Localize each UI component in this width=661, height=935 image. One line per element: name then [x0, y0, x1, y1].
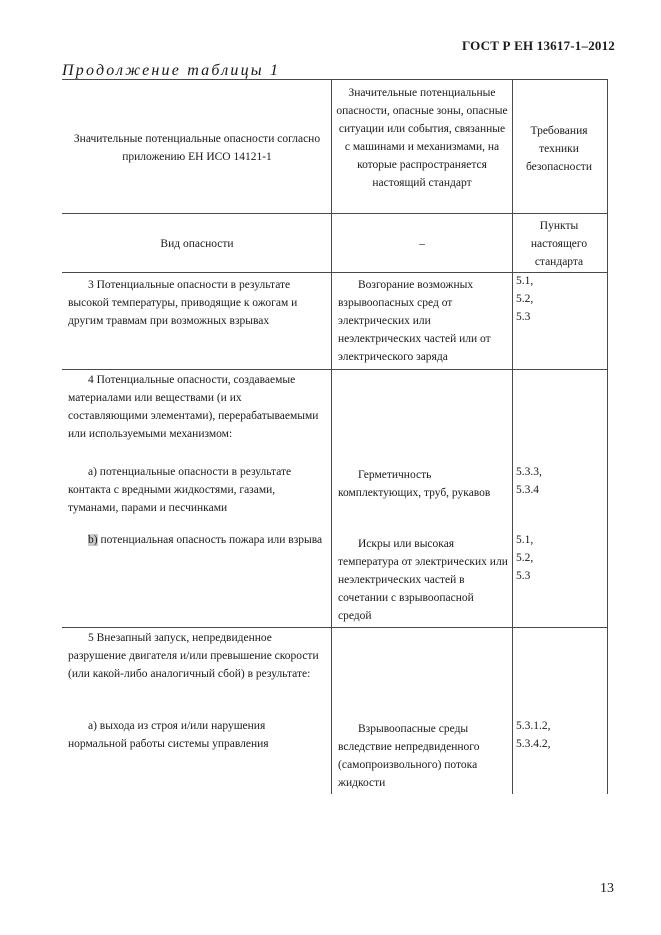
situation-cell: Взрывоопасные среды вследствие непредвиденного (самопроизвольного) потока жидкости: [338, 723, 480, 789]
situation-cell: Герметичность комплектующих, труб, рукавов: [338, 469, 491, 499]
column-header-situations: Значительные потенциальные опасности, опасные зоны, опасные ситуации или события, связанные с машинами и механизмами, на которые распространяется настоящий стандарт: [336, 87, 508, 189]
subheader-dash: –: [419, 238, 425, 250]
situation-cell: Возгорание возможных взрывоопасных сред от электрических или неэлектрических частей или от электрического заряда: [338, 279, 491, 363]
clauses-cell: 5.1, 5.2, 5.3: [516, 275, 534, 323]
hazard-text: потенциальная опасность пожара или взрыва: [97, 534, 323, 546]
hazard-cell: 4 Потенциальные опасности, создаваемые материалами или веществами (и их составляющими элементами), перерабатываемыми или используемыми механизмом:: [68, 374, 319, 440]
hazard-cell: а) потенциальные опасности в результате контакта с вредными жидкостями, газами, туманами, парами и песчинками: [68, 466, 292, 514]
page-number: 13: [600, 881, 614, 896]
clauses-cell: 5.3.1.2, 5.3.4.2,: [516, 720, 551, 750]
hazard-cell: 3 Потенциальные опасности в результате высокой температуры, приводящие к ожогам и другим травмам при возможных взрывах: [68, 279, 298, 327]
subheader-clauses: Пункты настоящего стандарта: [530, 220, 588, 268]
clauses-cell: 5.1, 5.2, 5.3: [516, 534, 534, 582]
column-divider-2: [512, 79, 513, 794]
standard-id: ГОСТ Р ЕН 13617-1–2012: [462, 38, 615, 53]
column-divider-1: [331, 79, 332, 794]
highlighted-item-marker: b): [88, 534, 98, 546]
row-divider-1: [62, 369, 608, 370]
hazard-cell: а) выхода из строя и/или нарушения нормальной работы системы управления: [68, 720, 269, 750]
subheader-hazard-type: Вид опасности: [160, 238, 234, 250]
table-right-border: [607, 79, 608, 794]
situation-cell: Искры или высокая температура от электрических или неэлектрических частей в сочетании с взрывоопасной средой: [338, 538, 508, 622]
column-header-hazards: Значительные потенциальные опасности согласно приложению ЕН ИСО 14121-1: [73, 133, 321, 163]
table-top-border: [62, 79, 608, 80]
hazard-cell: [68, 531, 324, 549]
continuation-label: Продолжение таблицы 1: [62, 62, 281, 79]
header-divider: [62, 213, 608, 214]
clauses-cell: 5.3.3, 5.3.4: [516, 466, 542, 496]
column-header-requirements: Требования техники безопасности: [525, 125, 592, 173]
hazard-cell: 5 Внезапный запуск, непредвиденное разрушение двигателя и/или превышение скорости (или какой-либо аналогичный сбой) в результате:: [68, 632, 319, 680]
row-divider-2: [62, 627, 608, 628]
